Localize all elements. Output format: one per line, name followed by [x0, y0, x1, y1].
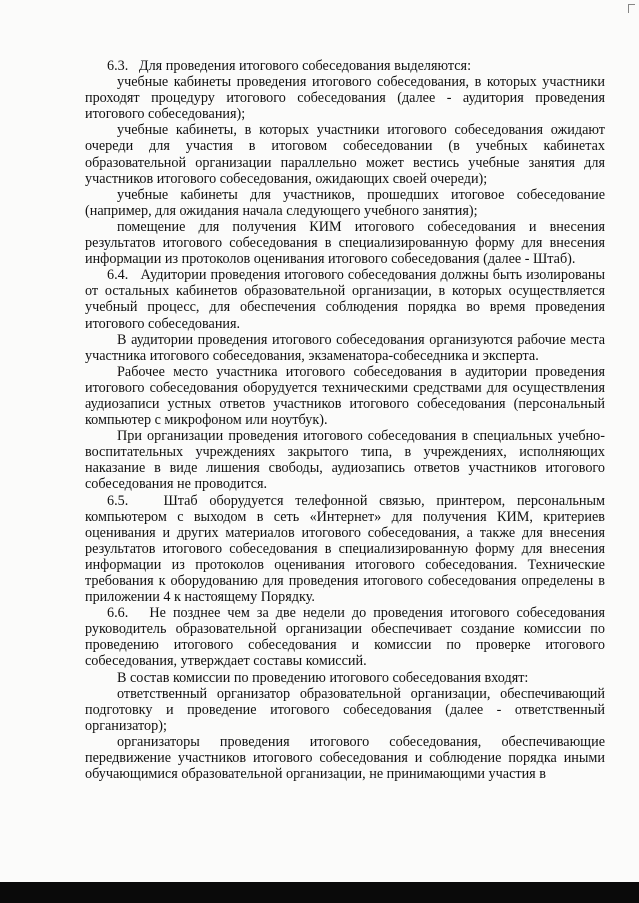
paragraph: помещение для получения КИМ итогового собеседования и внесения результатов итогового собеседования в специализированную форму для внесения информации из протоколов оценивания итогового собеседования (далее - Штаб). — [85, 218, 605, 268]
paragraph: учебные кабинеты для участников, прошедших итоговое собеседование (например, для ожидания начала следующего учебного занятия); — [85, 186, 605, 219]
document-body — [85, 58, 605, 782]
clause-6-4: 6.4. Аудитории проведения итогового собеседования должны быть изолированы от остальных кабинетов образовательной организации, в которых осуществляется учебный процесс, для обеспечения соблюдения порядка во время проведения итогового собеседования. — [85, 267, 605, 332]
paragraph: учебные кабинеты, в которых участники итогового собеседования ожидают очереди для участия в итоговом собеседовании (в учебных кабинетах образовательной организации параллельно может вестись учебные занятия для участников итогового собеседования, ожидающих своей очереди); — [85, 122, 605, 187]
paragraph: организаторы проведения итогового собеседования, обеспечивающие передвижение участников итогового собеседования и соблюдение порядка иными обучающимися образовательной организации, не принимающими участия в — [85, 733, 605, 783]
clause-6-3-heading: 6.3. Для проведения итогового собеседования выделяются: — [107, 58, 472, 74]
clause-6-5: 6.5. Штаб оборудуется телефонной связью, принтером, персональным компьютером с выходом в сеть «Интернет» для получения КИМ, критериев оценивания и других материалов итогового собеседования, а также для внесения результатов итогового собеседования в специализированную форму для внесения информации из протоколов оценивания итогового собеседования. Технические требования к оборудованию для проведения итогового собеседования определены в приложении 4 к настоящему Порядку. — [85, 492, 605, 606]
paragraph: ответственный организатор образовательной организации, обеспечивающий подготовку и проведение итогового собеседования (далее - ответственный организатор); — [85, 685, 605, 734]
paragraph: Рабочее место участника итогового собеседования в аудитории проведения итогового собеседования оборудуется техническими средствами для осуществления аудиозаписи устных ответов участников итогового собеседования (персональный компьютер с микрофоном или ноутбук). — [85, 363, 605, 429]
clause-6-6: 6.6. Не позднее чем за две недели до проведения итогового собеседования руководитель образовательной организации обеспечивает создание комиссии по проведению итогового собеседования и комиссии по проверке итогового собеседования, утверждает составы комиссий. — [85, 605, 605, 670]
paragraph: В состав комиссии по проведению итогового собеседования входят: — [117, 669, 529, 686]
paragraph: учебные кабинеты проведения итогового собеседования, в которых участники проходят процедуру итогового собеседования (далее - аудитория проведения итогового собеседования); — [85, 74, 605, 123]
paragraph: При организации проведения итогового собеседования в специальных учебно-воспитательных учреждениях закрытого типа, в учреждениях, исполняющих наказание в виде лишения свободы, аудиозапись ответов участников итогового собеседования не проводится. — [85, 428, 605, 493]
scan-corner-mark — [628, 4, 635, 13]
scan-bottom-border — [0, 882, 639, 903]
paragraph: В аудитории проведения итогового собеседования организуются рабочие места участника итогового собеседования, экзаменатора-собеседника и эксперта. — [85, 331, 605, 364]
